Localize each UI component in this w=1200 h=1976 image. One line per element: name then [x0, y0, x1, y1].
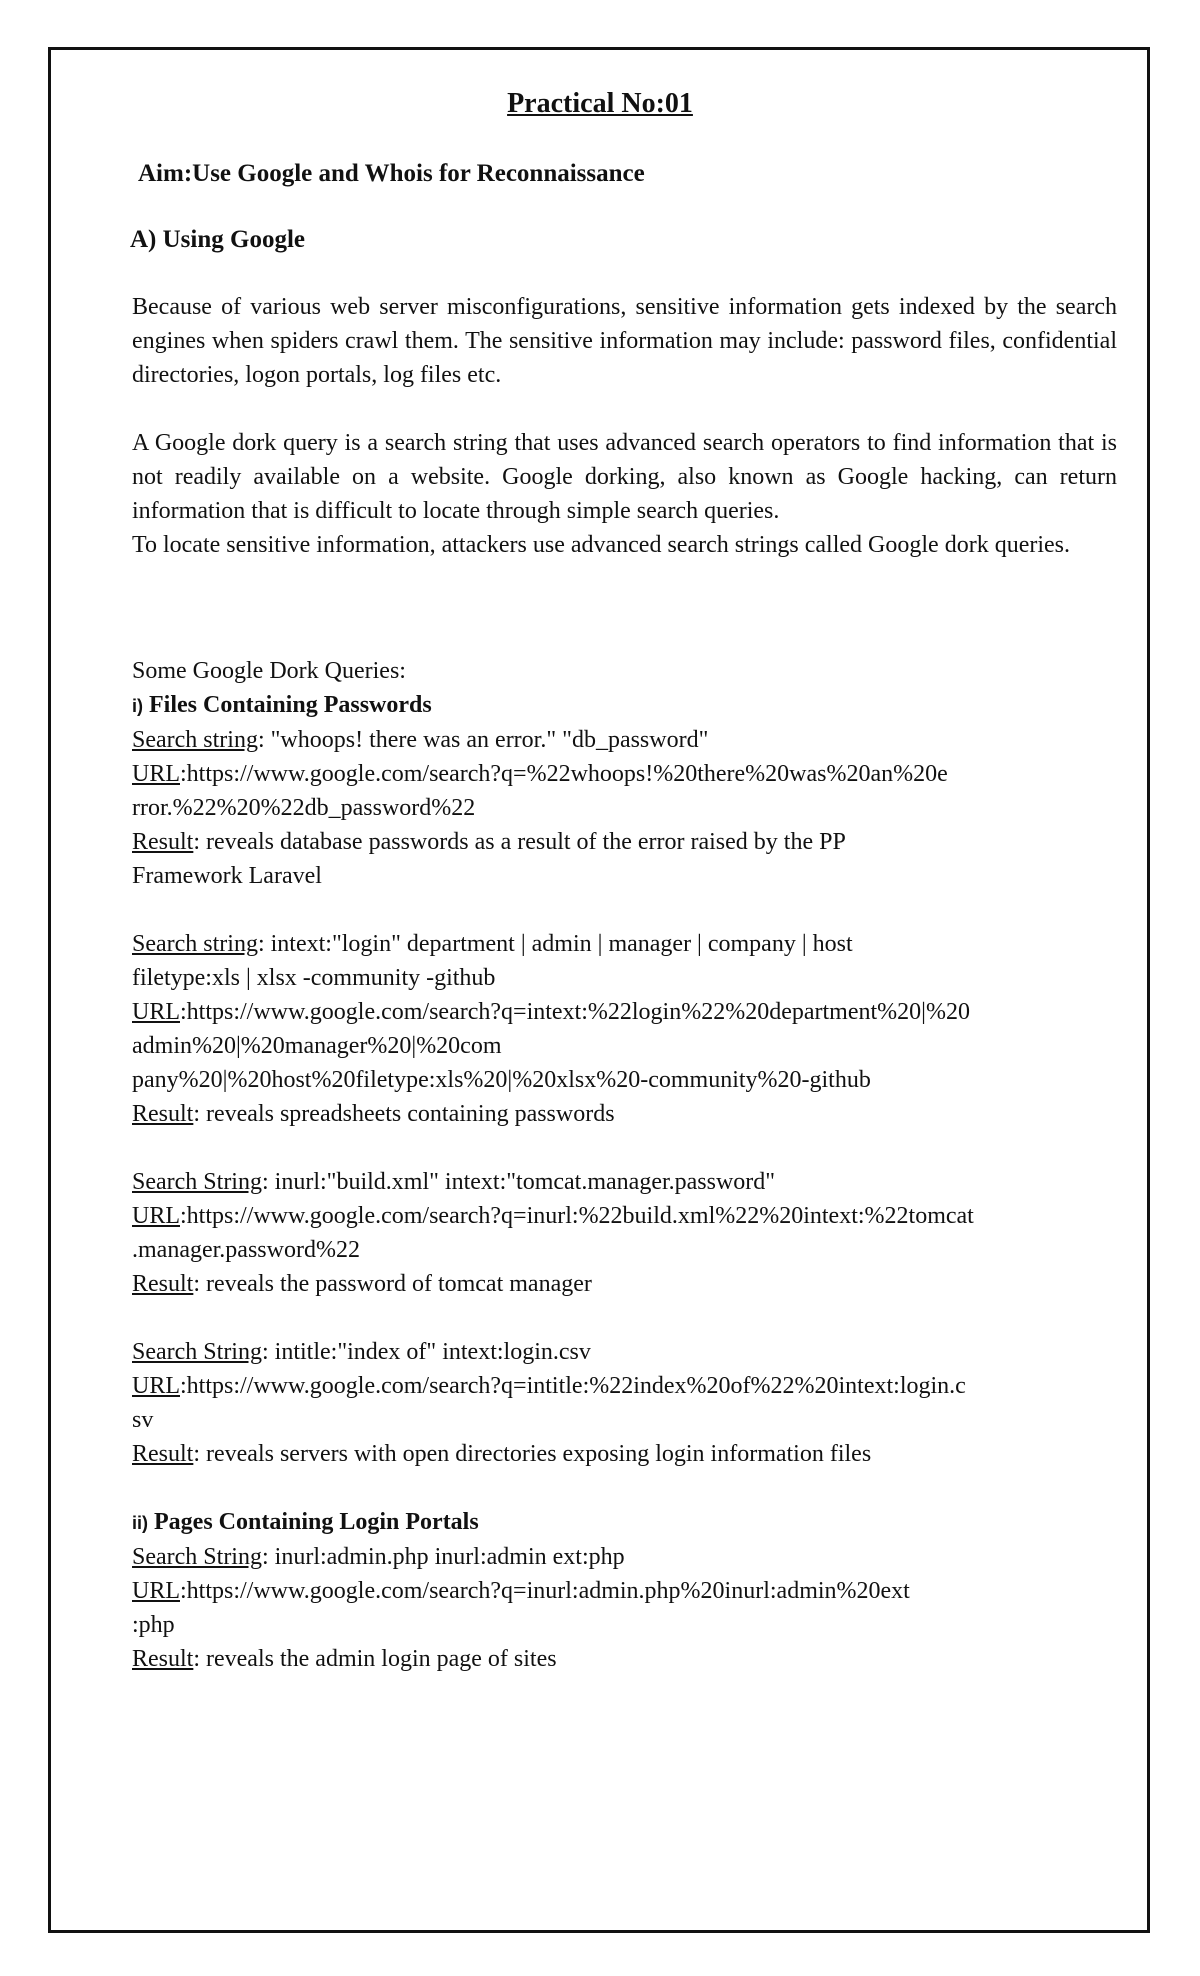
url-label: URL [132, 1203, 180, 1229]
result-value: : reveals the admin login page of sites [193, 1646, 557, 1672]
search-line [132, 1165, 1117, 1199]
search-label: Search String [132, 1544, 262, 1570]
result-value: : reveals spreadsheets containing passwords [193, 1101, 615, 1127]
intro-paragraph-2: A Google dork query is a search string that uses advanced search operators to find information that is not readily available on a website. Google dorking, also known as Google hacking, can return information that is difficult to locate through simple search queries. [132, 430, 1117, 524]
result-line [132, 825, 1117, 859]
group2-heading [132, 1505, 1117, 1540]
result-line-cont: Framework Laravel [132, 863, 322, 889]
url-line-cont: pany%20|%20host%20filetype:xls%20|%20xlsx%20-community%20-github [132, 1067, 871, 1093]
result-line [132, 1437, 1117, 1471]
intro-text [132, 290, 1117, 562]
section-a-heading: A) Using Google [130, 226, 305, 253]
url-label: URL [132, 761, 180, 787]
dork-entry-5 [132, 1540, 1117, 1676]
result-label: Result [132, 1101, 194, 1127]
search-line [132, 723, 1117, 757]
url-line-cont: rror.%22%20%22db_password%22 [132, 795, 476, 821]
dork-entry-4 [132, 1335, 1117, 1471]
search-line [132, 1335, 1117, 1369]
url-line [132, 1574, 1117, 1608]
url-value: :https://www.google.com/search?q=inurl:%22build.xml%22%20intext:%22tomcat [180, 1203, 974, 1229]
url-line [132, 757, 1117, 791]
page-title: Practical No:01 [507, 88, 693, 119]
url-label: URL [132, 999, 180, 1025]
url-line [132, 1199, 1117, 1233]
url-label: URL [132, 1578, 180, 1604]
url-value: :https://www.google.com/search?q=%22whoops!%20there%20was%20an%20e [180, 761, 948, 787]
url-line-cont: admin%20|%20manager%20|%20com [132, 1033, 502, 1059]
url-line [132, 1369, 1117, 1403]
search-value: : intext:"login" department | admin | manager | company | host [257, 931, 853, 957]
url-line [132, 995, 1117, 1029]
result-line [132, 1642, 1117, 1676]
search-label: Search string [132, 727, 258, 753]
url-value: :https://www.google.com/search?q=inurl:admin.php%20inurl:admin%20ext [180, 1578, 910, 1604]
search-line-cont: filetype:xls | xlsx -community -github [132, 965, 496, 991]
group1-numeral: i) [132, 696, 143, 716]
search-value: : "whoops! there was an error." "db_password" [257, 727, 709, 753]
result-label: Result [132, 1646, 194, 1672]
result-label: Result [132, 1271, 194, 1297]
search-label: Search String [132, 1169, 262, 1195]
group2-numeral: ii) [132, 1513, 148, 1533]
dork-entry-2 [132, 927, 1117, 1131]
result-label: Result [132, 1441, 194, 1467]
search-label: Search String [132, 1339, 262, 1365]
group1-title: Files Containing Passwords [149, 692, 432, 718]
url-value: :https://www.google.com/search?q=intext:%22login%22%20department%20|%20 [180, 999, 970, 1025]
aim-heading: Aim:Use Google and Whois for Reconnaissance [138, 160, 645, 187]
group1-heading [132, 688, 1117, 723]
search-value: : intitle:"index of" intext:login.csv [261, 1339, 591, 1365]
search-value: : inurl:"build.xml" intext:"tomcat.manager.password" [261, 1169, 776, 1195]
intro-paragraph-1: Because of various web server misconfigurations, sensitive information gets indexed by the search engines when spiders crawl them. The sensitive information may include: password files, confidential directories, logon portals, log files etc. [132, 294, 1117, 388]
search-label: Search string [132, 931, 258, 957]
dork-entry-1 [132, 723, 1117, 893]
search-line [132, 1540, 1117, 1574]
url-line-cont: .manager.password%22 [132, 1237, 360, 1263]
url-value: :https://www.google.com/search?q=intitle:%22index%20of%22%20intext:login.c [180, 1373, 966, 1399]
dork-intro: Some Google Dork Queries: [132, 658, 406, 684]
result-label: Result [132, 829, 194, 855]
url-line-cont: sv [132, 1407, 154, 1433]
intro-paragraph-3: To locate sensitive information, attackers use advanced search strings called Google dork queries. [132, 532, 1070, 558]
url-line-cont: :php [132, 1612, 175, 1638]
search-value: : inurl:admin.php inurl:admin ext:php [261, 1544, 625, 1570]
url-label: URL [132, 1373, 180, 1399]
result-value: : reveals the password of tomcat manager [193, 1271, 592, 1297]
result-value: : reveals servers with open directories exposing login information files [193, 1441, 872, 1467]
group2-title: Pages Containing Login Portals [154, 1509, 479, 1535]
dork-entry-3 [132, 1165, 1117, 1301]
dork-section [132, 654, 1117, 1676]
search-line [132, 927, 1117, 961]
result-line [132, 1097, 1117, 1131]
result-value: : reveals database passwords as a result of the error raised by the PP [193, 829, 846, 855]
result-line [132, 1267, 1117, 1301]
